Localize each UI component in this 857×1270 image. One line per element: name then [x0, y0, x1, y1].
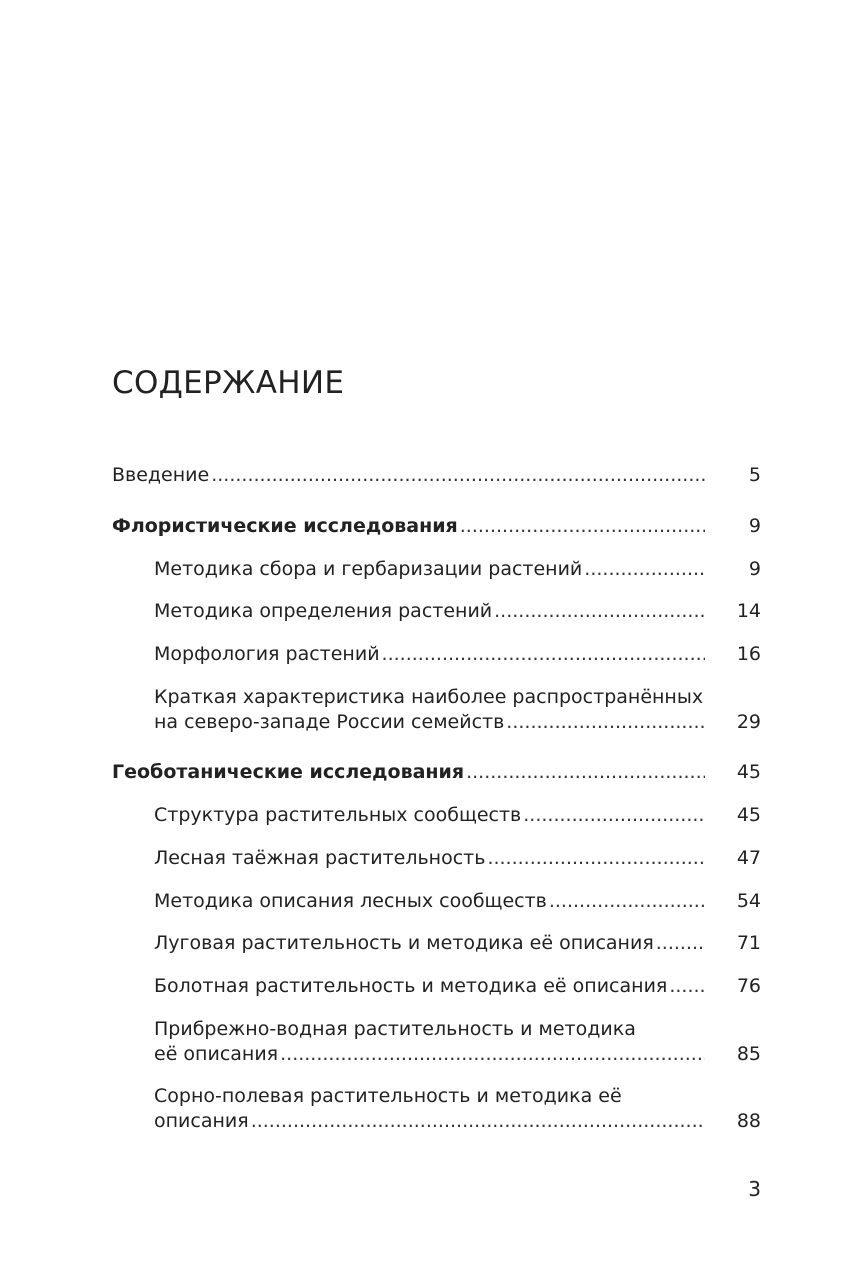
toc-entry-page: 14 [736, 600, 761, 622]
leader-dots [523, 803, 705, 828]
toc-entry-text-line2: её описания [154, 1043, 279, 1065]
leader-dots [460, 514, 705, 539]
toc-entry-text: Лесная таёжная растительность [154, 847, 486, 869]
toc-entry-text-line1: Сорно-полевая растительность и методика её [154, 1085, 622, 1107]
toc-entry-page: 76 [736, 975, 761, 997]
leader-dots [506, 710, 705, 735]
toc-entry-page: 9 [748, 558, 761, 580]
leader-dots [549, 889, 705, 914]
toc-entry-page: 45 [736, 761, 761, 783]
leader-dots [251, 1109, 705, 1134]
toc-entry-text-line1: Краткая характеристика наиболее распространённых [154, 686, 704, 708]
toc-entry-text: Методика сбора и гербаризации растений [154, 558, 583, 580]
toc-entry-page: 88 [736, 1110, 761, 1132]
toc-entry-page: 47 [736, 847, 761, 869]
toc-title: СОДЕРЖАНИЕ [112, 365, 345, 401]
toc-entry-page: 45 [736, 804, 761, 826]
toc-entry-page: 71 [736, 932, 761, 954]
leader-dots [487, 846, 705, 871]
toc-entry-text: Методика описания лесных сообществ [154, 890, 547, 912]
toc-entry-page: 16 [736, 643, 761, 665]
toc-entry-text: Геоботанические исследования [112, 761, 465, 783]
leader-dots [669, 974, 705, 999]
toc-entry-text: Методика определения растений [154, 600, 493, 622]
toc-entry-text: Луговая растительность и методика её описания [154, 932, 654, 954]
toc-entry-text: Введение [112, 464, 210, 486]
toc-entry-text: Флористические исследования [112, 515, 458, 537]
leader-dots [466, 760, 705, 785]
leader-dots [656, 931, 705, 956]
leader-dots [211, 463, 705, 488]
toc-entry-text: Болотная растительность и методика её описания [154, 975, 668, 997]
toc-entry-page: 54 [736, 890, 761, 912]
toc-entry-text-line2: на северо-западе России семейств [154, 711, 505, 733]
leader-dots [382, 642, 705, 667]
page-number: 3 [748, 1177, 761, 1201]
toc-entry-page: 29 [736, 711, 761, 733]
toc-entry-text-line2: описания [154, 1110, 249, 1132]
toc-entry-page: 9 [748, 515, 761, 537]
leader-dots [494, 599, 705, 624]
toc-entry-text: Структура растительных сообществ [154, 804, 522, 826]
toc-entry-page: 5 [748, 464, 761, 486]
toc-entry-text: Морфология растений [154, 643, 380, 665]
leader-dots [280, 1042, 705, 1067]
leader-dots [584, 557, 705, 582]
toc-entry-text-line1: Прибрежно-водная растительность и методика [154, 1018, 636, 1040]
toc-entry-page: 85 [736, 1043, 761, 1065]
